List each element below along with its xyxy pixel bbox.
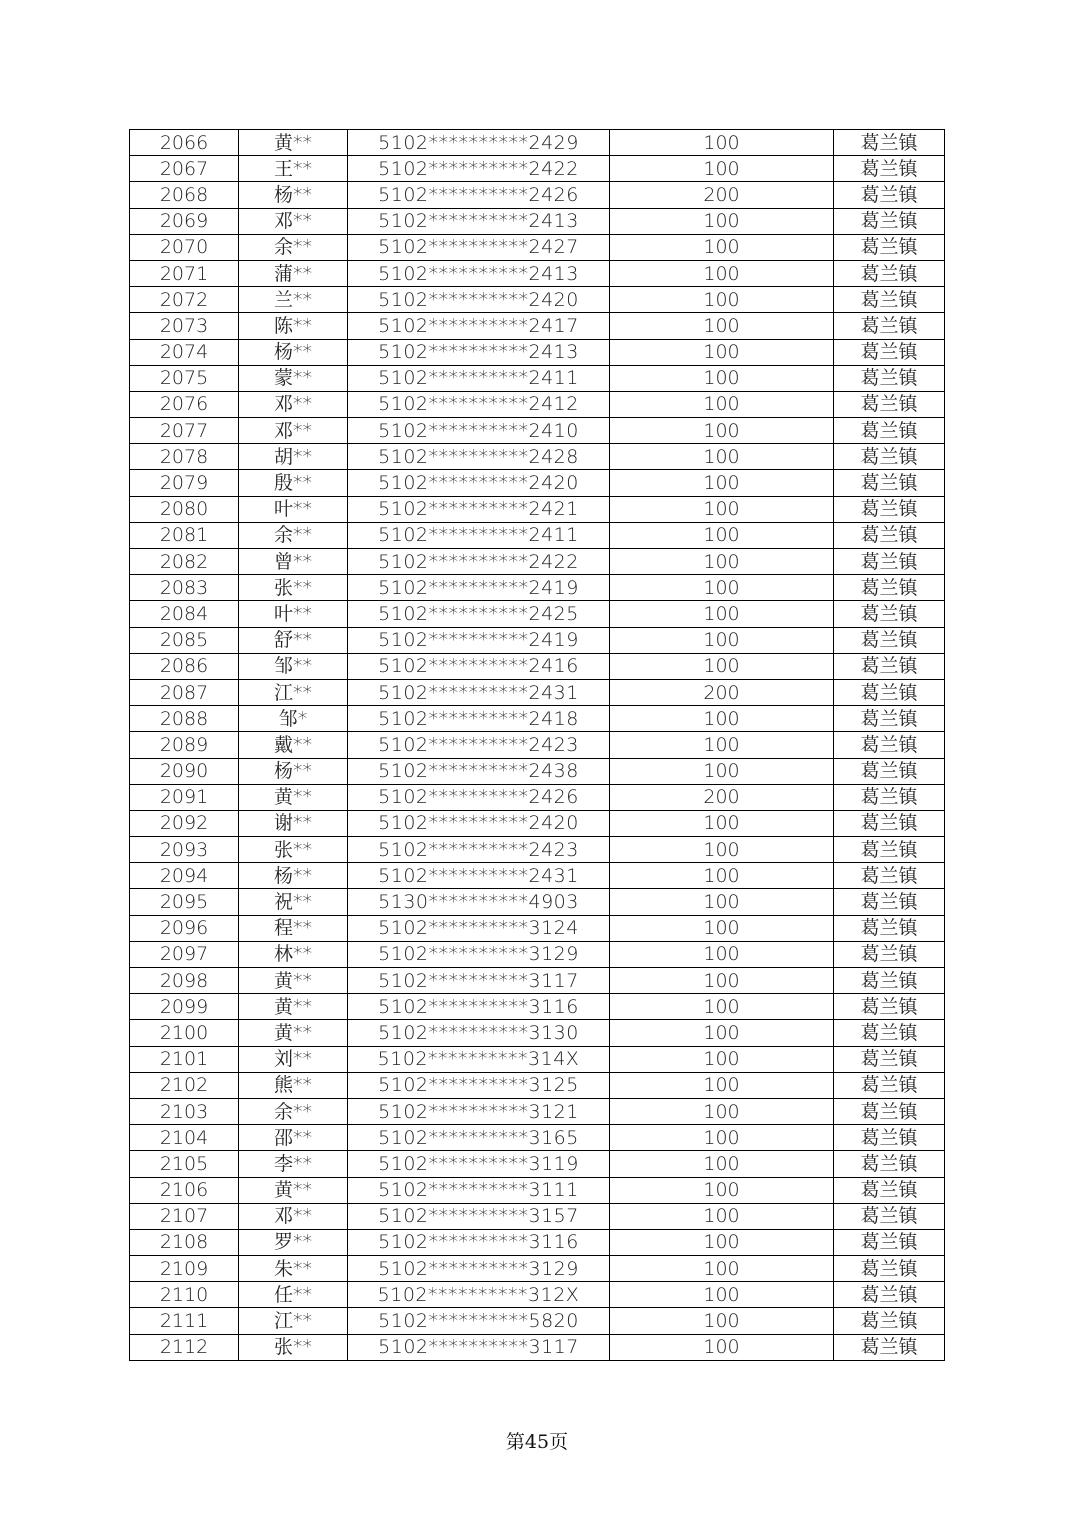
- town-cell: 葛兰镇: [834, 1098, 945, 1124]
- amount-cell: 100: [610, 627, 834, 653]
- serial-cell: 2080: [130, 496, 239, 522]
- table-row: [130, 208, 945, 234]
- amount-cell: 100: [610, 706, 834, 732]
- name-cell: 林**: [239, 941, 348, 967]
- id-number-cell: 5102**********2420: [348, 810, 610, 836]
- town-cell: 葛兰镇: [834, 994, 945, 1020]
- serial-cell: 2089: [130, 732, 239, 758]
- id-number-cell: 5102**********3119: [348, 1151, 610, 1177]
- name-cell: 黄**: [239, 968, 348, 994]
- serial-cell: 2094: [130, 863, 239, 889]
- town-cell: 葛兰镇: [834, 182, 945, 208]
- town-cell: 葛兰镇: [834, 130, 945, 156]
- amount-cell: 100: [610, 810, 834, 836]
- serial-cell: 2109: [130, 1256, 239, 1282]
- table-row: [130, 1151, 945, 1177]
- town-cell: 葛兰镇: [834, 732, 945, 758]
- town-cell: 葛兰镇: [834, 601, 945, 627]
- serial-cell: 2093: [130, 837, 239, 863]
- town-cell: 葛兰镇: [834, 1229, 945, 1255]
- serial-cell: 2098: [130, 968, 239, 994]
- table-row: [130, 1046, 945, 1072]
- id-number-cell: 5102**********2413: [348, 208, 610, 234]
- serial-cell: 2092: [130, 810, 239, 836]
- town-cell: 葛兰镇: [834, 1177, 945, 1203]
- serial-cell: 2074: [130, 339, 239, 365]
- amount-cell: 100: [610, 391, 834, 417]
- name-cell: 黄**: [239, 994, 348, 1020]
- table-row: [130, 732, 945, 758]
- town-cell: 葛兰镇: [834, 156, 945, 182]
- name-cell: 张**: [239, 1334, 348, 1360]
- name-cell: 黄**: [239, 130, 348, 156]
- serial-cell: 2099: [130, 994, 239, 1020]
- amount-cell: 100: [610, 863, 834, 889]
- id-number-cell: 5102**********3129: [348, 941, 610, 967]
- table-row: [130, 1098, 945, 1124]
- id-number-cell: 5102**********2413: [348, 339, 610, 365]
- name-cell: 熊**: [239, 1072, 348, 1098]
- serial-cell: 2066: [130, 130, 239, 156]
- table-row: [130, 496, 945, 522]
- town-cell: 葛兰镇: [834, 234, 945, 260]
- amount-cell: 100: [610, 1098, 834, 1124]
- serial-cell: 2088: [130, 706, 239, 732]
- id-number-cell: 5102**********2429: [348, 130, 610, 156]
- town-cell: 葛兰镇: [834, 1203, 945, 1229]
- table-row: [130, 1177, 945, 1203]
- town-cell: 葛兰镇: [834, 444, 945, 470]
- id-number-cell: 5130**********4903: [348, 889, 610, 915]
- name-cell: 邹*: [239, 706, 348, 732]
- serial-cell: 2096: [130, 915, 239, 941]
- name-cell: 杨**: [239, 758, 348, 784]
- name-cell: 邓**: [239, 391, 348, 417]
- amount-cell: 100: [610, 1282, 834, 1308]
- id-number-cell: 5102**********312X: [348, 1282, 610, 1308]
- serial-cell: 2082: [130, 549, 239, 575]
- id-number-cell: 5102**********2421: [348, 496, 610, 522]
- name-cell: 刘**: [239, 1046, 348, 1072]
- name-cell: 江**: [239, 1308, 348, 1334]
- table-row: [130, 234, 945, 260]
- amount-cell: 100: [610, 915, 834, 941]
- table-row: [130, 522, 945, 548]
- name-cell: 杨**: [239, 182, 348, 208]
- serial-cell: 2108: [130, 1229, 239, 1255]
- amount-cell: 100: [610, 365, 834, 391]
- town-cell: 葛兰镇: [834, 1020, 945, 1046]
- amount-cell: 100: [610, 1072, 834, 1098]
- amount-cell: 100: [610, 575, 834, 601]
- table-row: [130, 287, 945, 313]
- amount-cell: 200: [610, 182, 834, 208]
- name-cell: 余**: [239, 234, 348, 260]
- table-row: [130, 679, 945, 705]
- name-cell: 曾**: [239, 549, 348, 575]
- amount-cell: 100: [610, 260, 834, 286]
- town-cell: 葛兰镇: [834, 837, 945, 863]
- town-cell: 葛兰镇: [834, 1256, 945, 1282]
- town-cell: 葛兰镇: [834, 549, 945, 575]
- serial-cell: 2085: [130, 627, 239, 653]
- name-cell: 邓**: [239, 208, 348, 234]
- amount-cell: 100: [610, 1151, 834, 1177]
- name-cell: 余**: [239, 1098, 348, 1124]
- table-row: [130, 575, 945, 601]
- table-row: [130, 1229, 945, 1255]
- table-row: [130, 418, 945, 444]
- table-row: [130, 837, 945, 863]
- id-number-cell: 5102**********2428: [348, 444, 610, 470]
- id-number-cell: 5102**********3111: [348, 1177, 610, 1203]
- amount-cell: 100: [610, 287, 834, 313]
- table-row: [130, 968, 945, 994]
- town-cell: 葛兰镇: [834, 706, 945, 732]
- id-number-cell: 5102**********2413: [348, 260, 610, 286]
- town-cell: 葛兰镇: [834, 1282, 945, 1308]
- name-cell: 杨**: [239, 339, 348, 365]
- table-row: [130, 1072, 945, 1098]
- id-number-cell: 5102**********314X: [348, 1046, 610, 1072]
- town-cell: 葛兰镇: [834, 863, 945, 889]
- id-number-cell: 5102**********2422: [348, 156, 610, 182]
- town-cell: 葛兰镇: [834, 1151, 945, 1177]
- amount-cell: 100: [610, 156, 834, 182]
- amount-cell: 200: [610, 679, 834, 705]
- amount-cell: 100: [610, 653, 834, 679]
- serial-cell: 2087: [130, 679, 239, 705]
- serial-cell: 2067: [130, 156, 239, 182]
- id-number-cell: 5102**********2426: [348, 784, 610, 810]
- id-number-cell: 5102**********3117: [348, 1334, 610, 1360]
- page-number: 第45页: [505, 1431, 569, 1453]
- amount-cell: 100: [610, 889, 834, 915]
- table-row: [130, 260, 945, 286]
- amount-cell: 100: [610, 234, 834, 260]
- serial-cell: 2084: [130, 601, 239, 627]
- beneficiary-table: [129, 129, 945, 1361]
- town-cell: 葛兰镇: [834, 208, 945, 234]
- serial-cell: 2069: [130, 208, 239, 234]
- amount-cell: 100: [610, 208, 834, 234]
- amount-cell: 100: [610, 941, 834, 967]
- table-row: [130, 706, 945, 732]
- town-cell: 葛兰镇: [834, 391, 945, 417]
- amount-cell: 100: [610, 313, 834, 339]
- town-cell: 葛兰镇: [834, 339, 945, 365]
- name-cell: 张**: [239, 837, 348, 863]
- id-number-cell: 5102**********2420: [348, 287, 610, 313]
- amount-cell: 100: [610, 1334, 834, 1360]
- serial-cell: 2083: [130, 575, 239, 601]
- table-row: [130, 156, 945, 182]
- amount-cell: 100: [610, 496, 834, 522]
- town-cell: 葛兰镇: [834, 365, 945, 391]
- town-cell: 葛兰镇: [834, 1046, 945, 1072]
- id-number-cell: 5102**********5820: [348, 1308, 610, 1334]
- serial-cell: 2081: [130, 522, 239, 548]
- amount-cell: 100: [610, 130, 834, 156]
- table-row: [130, 758, 945, 784]
- name-cell: 江**: [239, 679, 348, 705]
- amount-cell: 100: [610, 522, 834, 548]
- table-row: [130, 1125, 945, 1151]
- name-cell: 邓**: [239, 1203, 348, 1229]
- table-row: [130, 470, 945, 496]
- table-row: [130, 391, 945, 417]
- name-cell: 任**: [239, 1282, 348, 1308]
- id-number-cell: 5102**********2427: [348, 234, 610, 260]
- id-number-cell: 5102**********3165: [348, 1125, 610, 1151]
- town-cell: 葛兰镇: [834, 941, 945, 967]
- serial-cell: 2107: [130, 1203, 239, 1229]
- id-number-cell: 5102**********2418: [348, 706, 610, 732]
- amount-cell: 100: [610, 601, 834, 627]
- table-row: [130, 1020, 945, 1046]
- id-number-cell: 5102**********2417: [348, 313, 610, 339]
- town-cell: 葛兰镇: [834, 1072, 945, 1098]
- serial-cell: 2079: [130, 470, 239, 496]
- town-cell: 葛兰镇: [834, 1125, 945, 1151]
- id-number-cell: 5102**********2416: [348, 653, 610, 679]
- table-row: [130, 889, 945, 915]
- town-cell: 葛兰镇: [834, 1308, 945, 1334]
- id-number-cell: 5102**********3117: [348, 968, 610, 994]
- name-cell: 戴**: [239, 732, 348, 758]
- id-number-cell: 5102**********2412: [348, 391, 610, 417]
- name-cell: 叶**: [239, 496, 348, 522]
- amount-cell: 100: [610, 837, 834, 863]
- id-number-cell: 5102**********2410: [348, 418, 610, 444]
- name-cell: 蒙**: [239, 365, 348, 391]
- town-cell: 葛兰镇: [834, 915, 945, 941]
- amount-cell: 100: [610, 1308, 834, 1334]
- name-cell: 罗**: [239, 1229, 348, 1255]
- name-cell: 程**: [239, 915, 348, 941]
- table-row: [130, 915, 945, 941]
- name-cell: 杨**: [239, 863, 348, 889]
- serial-cell: 2112: [130, 1334, 239, 1360]
- name-cell: 邹**: [239, 653, 348, 679]
- id-number-cell: 5102**********2426: [348, 182, 610, 208]
- town-cell: 葛兰镇: [834, 260, 945, 286]
- amount-cell: 100: [610, 994, 834, 1020]
- amount-cell: 100: [610, 1229, 834, 1255]
- amount-cell: 100: [610, 968, 834, 994]
- town-cell: 葛兰镇: [834, 418, 945, 444]
- amount-cell: 100: [610, 1020, 834, 1046]
- serial-cell: 2073: [130, 313, 239, 339]
- table-row: [130, 941, 945, 967]
- id-number-cell: 5102**********2431: [348, 863, 610, 889]
- id-number-cell: 5102**********2425: [348, 601, 610, 627]
- serial-cell: 2105: [130, 1151, 239, 1177]
- serial-cell: 2110: [130, 1282, 239, 1308]
- amount-cell: 200: [610, 784, 834, 810]
- town-cell: 葛兰镇: [834, 653, 945, 679]
- amount-cell: 100: [610, 1203, 834, 1229]
- table-row: [130, 627, 945, 653]
- serial-cell: 2076: [130, 391, 239, 417]
- town-cell: 葛兰镇: [834, 784, 945, 810]
- serial-cell: 2086: [130, 653, 239, 679]
- serial-cell: 2101: [130, 1046, 239, 1072]
- name-cell: 王**: [239, 156, 348, 182]
- table-row: [130, 994, 945, 1020]
- town-cell: 葛兰镇: [834, 313, 945, 339]
- id-number-cell: 5102**********2420: [348, 470, 610, 496]
- amount-cell: 100: [610, 549, 834, 575]
- id-number-cell: 5102**********3124: [348, 915, 610, 941]
- amount-cell: 100: [610, 1046, 834, 1072]
- table-row: [130, 653, 945, 679]
- town-cell: 葛兰镇: [834, 496, 945, 522]
- serial-cell: 2071: [130, 260, 239, 286]
- name-cell: 殷**: [239, 470, 348, 496]
- table-row: [130, 784, 945, 810]
- name-cell: 邓**: [239, 418, 348, 444]
- id-number-cell: 5102**********2419: [348, 627, 610, 653]
- amount-cell: 100: [610, 339, 834, 365]
- table-row: [130, 1256, 945, 1282]
- serial-cell: 2072: [130, 287, 239, 313]
- id-number-cell: 5102**********3130: [348, 1020, 610, 1046]
- town-cell: 葛兰镇: [834, 470, 945, 496]
- serial-cell: 2090: [130, 758, 239, 784]
- name-cell: 陈**: [239, 313, 348, 339]
- serial-cell: 2091: [130, 784, 239, 810]
- town-cell: 葛兰镇: [834, 575, 945, 601]
- name-cell: 蒲**: [239, 260, 348, 286]
- table-row: [130, 339, 945, 365]
- amount-cell: 100: [610, 732, 834, 758]
- name-cell: 黄**: [239, 784, 348, 810]
- table-row: [130, 863, 945, 889]
- serial-cell: 2068: [130, 182, 239, 208]
- amount-cell: 100: [610, 1177, 834, 1203]
- serial-cell: 2104: [130, 1125, 239, 1151]
- name-cell: 张**: [239, 575, 348, 601]
- id-number-cell: 5102**********2411: [348, 522, 610, 548]
- town-cell: 葛兰镇: [834, 810, 945, 836]
- name-cell: 黄**: [239, 1020, 348, 1046]
- table-row: [130, 130, 945, 156]
- table-row: [130, 1203, 945, 1229]
- town-cell: 葛兰镇: [834, 679, 945, 705]
- table-row: [130, 313, 945, 339]
- name-cell: 祝**: [239, 889, 348, 915]
- id-number-cell: 5102**********2438: [348, 758, 610, 784]
- id-number-cell: 5102**********2423: [348, 837, 610, 863]
- serial-cell: 2106: [130, 1177, 239, 1203]
- serial-cell: 2097: [130, 941, 239, 967]
- town-cell: 葛兰镇: [834, 522, 945, 548]
- town-cell: 葛兰镇: [834, 627, 945, 653]
- serial-cell: 2078: [130, 444, 239, 470]
- town-cell: 葛兰镇: [834, 287, 945, 313]
- town-cell: 葛兰镇: [834, 758, 945, 784]
- name-cell: 叶**: [239, 601, 348, 627]
- id-number-cell: 5102**********3129: [348, 1256, 610, 1282]
- table-row: [130, 601, 945, 627]
- amount-cell: 100: [610, 1256, 834, 1282]
- town-cell: 葛兰镇: [834, 889, 945, 915]
- serial-cell: 2070: [130, 234, 239, 260]
- table-row: [130, 365, 945, 391]
- town-cell: 葛兰镇: [834, 1334, 945, 1360]
- amount-cell: 100: [610, 418, 834, 444]
- name-cell: 余**: [239, 522, 348, 548]
- serial-cell: 2103: [130, 1098, 239, 1124]
- serial-cell: 2111: [130, 1308, 239, 1334]
- serial-cell: 2075: [130, 365, 239, 391]
- id-number-cell: 5102**********3157: [348, 1203, 610, 1229]
- id-number-cell: 5102**********3116: [348, 994, 610, 1020]
- amount-cell: 100: [610, 444, 834, 470]
- id-number-cell: 5102**********3121: [348, 1098, 610, 1124]
- name-cell: 舒**: [239, 627, 348, 653]
- name-cell: 邵**: [239, 1125, 348, 1151]
- name-cell: 朱**: [239, 1256, 348, 1282]
- table-row: [130, 1334, 945, 1360]
- serial-cell: 2095: [130, 889, 239, 915]
- serial-cell: 2077: [130, 418, 239, 444]
- id-number-cell: 5102**********2419: [348, 575, 610, 601]
- id-number-cell: 5102**********3125: [348, 1072, 610, 1098]
- name-cell: 兰**: [239, 287, 348, 313]
- id-number-cell: 5102**********2431: [348, 679, 610, 705]
- amount-cell: 100: [610, 758, 834, 784]
- amount-cell: 100: [610, 470, 834, 496]
- serial-cell: 2100: [130, 1020, 239, 1046]
- table-row: [130, 810, 945, 836]
- name-cell: 黄**: [239, 1177, 348, 1203]
- table-row: [130, 1282, 945, 1308]
- table-row: [130, 549, 945, 575]
- table-body: [130, 130, 945, 1361]
- table-row: [130, 1308, 945, 1334]
- table-row: [130, 444, 945, 470]
- name-cell: 胡**: [239, 444, 348, 470]
- serial-cell: 2102: [130, 1072, 239, 1098]
- id-number-cell: 5102**********2411: [348, 365, 610, 391]
- id-number-cell: 5102**********3116: [348, 1229, 610, 1255]
- name-cell: 李**: [239, 1151, 348, 1177]
- name-cell: 谢**: [239, 810, 348, 836]
- id-number-cell: 5102**********2422: [348, 549, 610, 575]
- town-cell: 葛兰镇: [834, 968, 945, 994]
- amount-cell: 100: [610, 1125, 834, 1151]
- table-row: [130, 182, 945, 208]
- id-number-cell: 5102**********2423: [348, 732, 610, 758]
